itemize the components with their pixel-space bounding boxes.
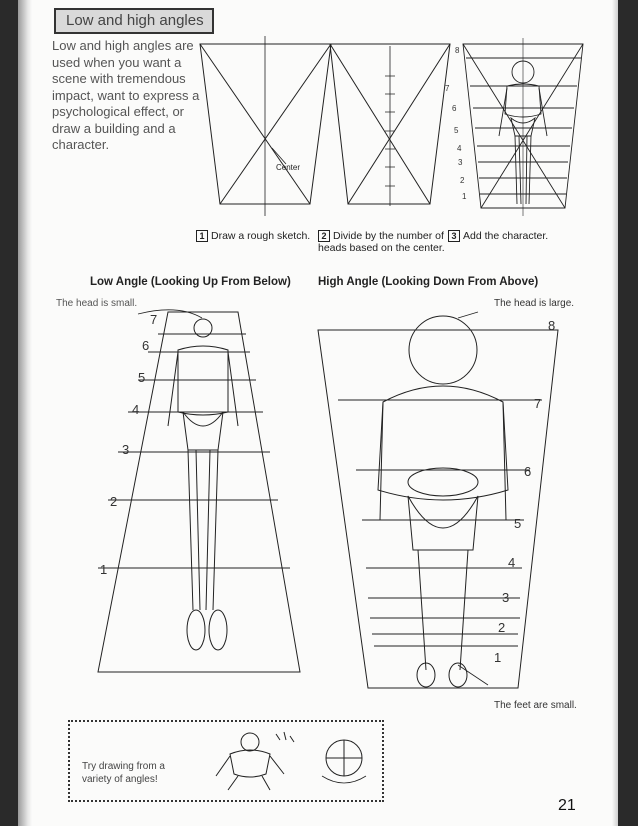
low-number-7: 7 [150, 312, 158, 327]
step1-number-box: 1 [196, 230, 208, 242]
step2-text: Divide by the number of heads based on the center. [318, 230, 445, 255]
high-angle-heading: High Angle (Looking Down From Above) [318, 276, 539, 288]
step3-number-6: 6 [452, 104, 457, 113]
page-number: 21 [558, 797, 576, 814]
high-angle-feet-note: The feet are small. [494, 700, 577, 711]
section-title: Low and high angles [54, 8, 214, 34]
center-label: Center [276, 163, 301, 172]
tip-lying-figure-illustration [200, 728, 300, 794]
step3-number-5: 5 [454, 126, 459, 135]
step1-caption [196, 230, 316, 242]
step3-number-box: 3 [448, 230, 460, 242]
low-number-2: 2 [110, 494, 118, 509]
step3-number-7: 7 [445, 84, 450, 93]
low-angle-heading: Low Angle (Looking Up From Below) [90, 276, 291, 288]
step1-text: Draw a rough sketch. [211, 230, 311, 242]
intro-paragraph: Low and high angles are used when you want a scene with tremendous impact, want to express a psychological effect, or draw a building and a character. [52, 38, 200, 152]
step3-text: Add the character. [463, 230, 549, 242]
step3-number-3: 3 [458, 158, 463, 167]
high-number-7: 7 [534, 396, 542, 411]
step2-number-box: 2 [318, 230, 330, 242]
step3-number-8: 8 [455, 46, 460, 55]
page-gutter-shadow [18, 0, 32, 826]
low-number-3: 3 [122, 442, 130, 457]
tip-head-sketch-illustration [316, 732, 372, 792]
step3-number-4: 4 [457, 144, 462, 153]
high-angle-head-note: The head is large. [494, 298, 575, 309]
step2-caption [318, 230, 448, 254]
high-angle-figure [308, 300, 568, 700]
low-number-5: 5 [138, 370, 146, 385]
tip-box [68, 720, 384, 802]
high-number-1: 1 [494, 650, 502, 665]
high-number-3: 3 [502, 590, 510, 605]
page-edge-shadow [612, 0, 618, 826]
low-angle-head-note: The head is small. [56, 298, 138, 309]
high-number-4: 4 [508, 555, 516, 570]
high-number-5: 5 [514, 516, 522, 531]
step3-caption [448, 230, 588, 242]
step3-number-1: 1 [462, 192, 467, 201]
high-number-2: 2 [498, 620, 506, 635]
step3-number-2: 2 [460, 176, 465, 185]
low-number-1: 1 [100, 562, 108, 577]
step1-rough-sketch-figure [198, 36, 333, 226]
high-number-6: 6 [524, 464, 532, 479]
tip-text: Try drawing from a variety of angles! [82, 761, 165, 785]
high-number-8: 8 [548, 318, 556, 333]
low-number-4: 4 [132, 402, 140, 417]
book-page [18, 0, 618, 826]
low-number-6: 6 [142, 338, 150, 353]
